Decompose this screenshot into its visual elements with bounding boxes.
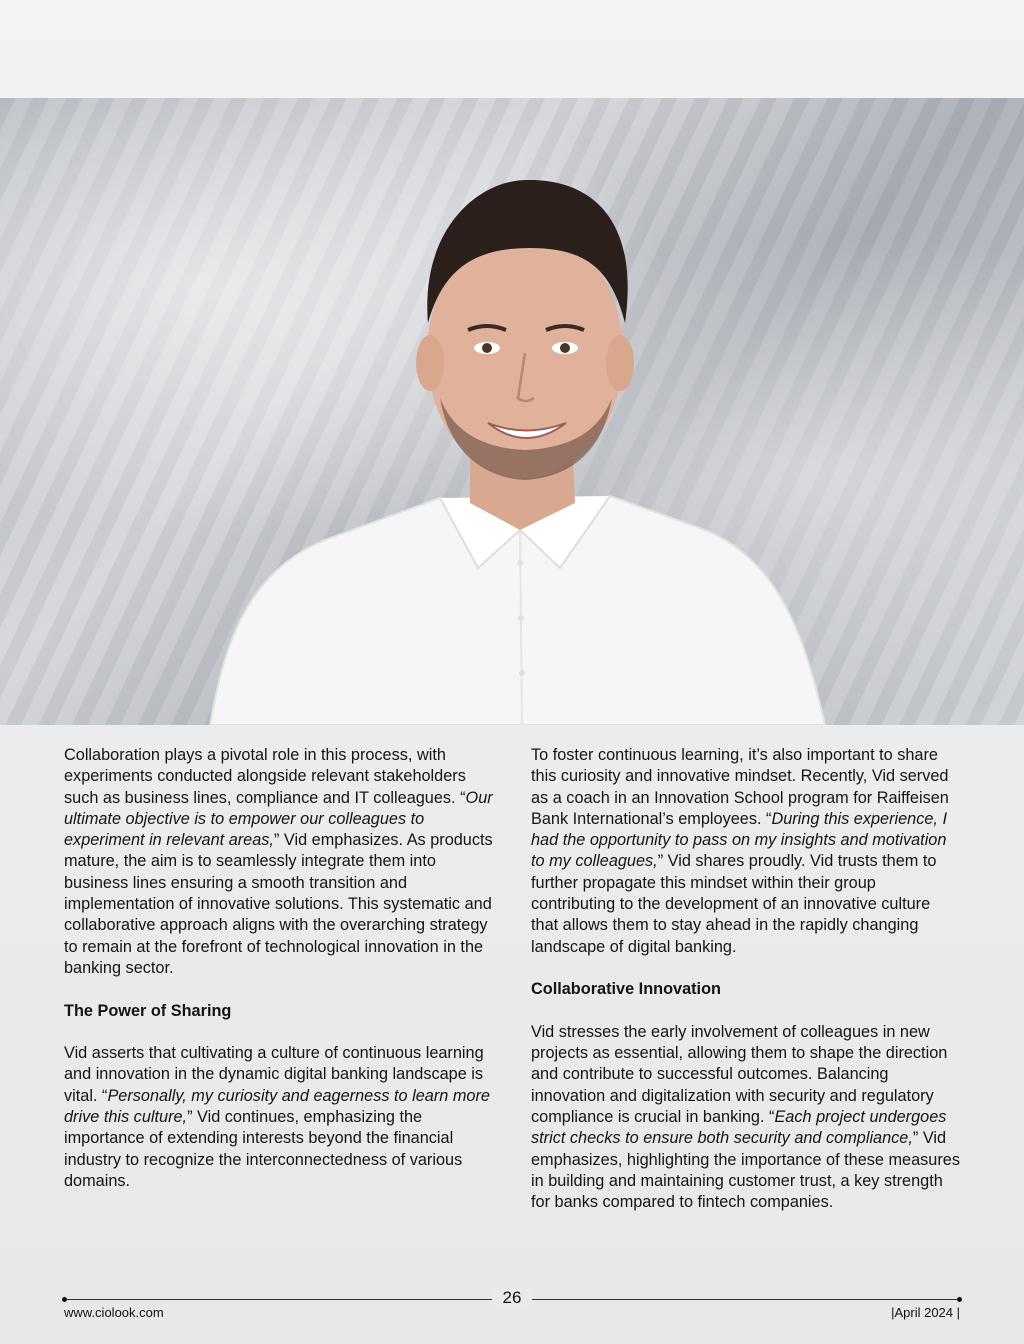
paragraph: Vid asserts that cultivating a culture of continuous learning and innovation in the dynamic digital banking landscape is vital. “Personally, my curiosity and eagerness to learn more drive this culture,” Vid continues, emphasizing the importance of extending interests beyond the financial industry to recognize the interconnectedness of various domains. xyxy=(64,1044,490,1190)
portrait-photo xyxy=(0,98,1024,725)
paragraph: Collaboration plays a pivotal role in this process, with experiments conducted alongside relevant stakeholders such as business lines, compliance and IT colleagues. “Our ultimate objective is to empower our colleagues to experiment in relevant areas,” Vid emphasizes. As products mature, the aim is to seamlessly integrate them into business lines ensuring a smooth transition and implementation of innovative solutions. This systematic and collaborative approach aligns with the overarching strategy to remain at the forefront of technological innovation in the banking sector. xyxy=(64,746,493,977)
left-column xyxy=(64,745,494,1214)
quote: Our ultimate objective is to empower our colleagues to experiment in relevant areas, xyxy=(64,788,493,850)
page-number: 26 xyxy=(492,1288,532,1308)
footer-dot-left xyxy=(62,1297,67,1302)
website-link[interactable]: www.ciolook.com xyxy=(64,1305,164,1320)
quote: During this experience, I had the opportunity to pass on my insights and motivation to my colleagues, xyxy=(531,809,948,871)
issue-date: |April 2024 | xyxy=(891,1305,960,1320)
footer-dot-right xyxy=(957,1297,962,1302)
right-column xyxy=(531,745,961,1235)
section-heading: Collaborative Innovation xyxy=(531,980,721,999)
portrait-illustration xyxy=(0,98,1024,725)
quote: Each project undergoes strict checks to ensure both security and compliance, xyxy=(531,1108,947,1148)
section-heading: The Power of Sharing xyxy=(64,1001,232,1020)
paragraph: Vid stresses the early involvement of colleagues in new projects as essential, allowing them to shape the direction and contribute to successful outcomes. Balancing innovation and digitalization with security and regulatory compliance is crucial in banking. “Each project undergoes strict checks to ensure both security and compliance,” Vid emphasizes, highlighting the importance of these measures in building and maintaining customer trust, a key strength for banks compared to fintech companies. xyxy=(531,1022,960,1212)
quote: Personally, my curiosity and eagerness to learn more drive this culture, xyxy=(64,1086,490,1127)
paragraph: To foster continuous learning, it’s also important to share this curiosity and innovative mindset. Recently, Vid served as a coach in an Innovation School program for Raiffeisen Bank International’s employees. “During this experience, I had the opportunity to pass on my insights and motivation to my colleagues,” Vid shares proudly. Vid trusts them to further propagate this mindset within their group contributing to the development of an innovative culture that allows them to stay ahead in the rapidly changing landscape of digital banking. xyxy=(531,746,949,956)
